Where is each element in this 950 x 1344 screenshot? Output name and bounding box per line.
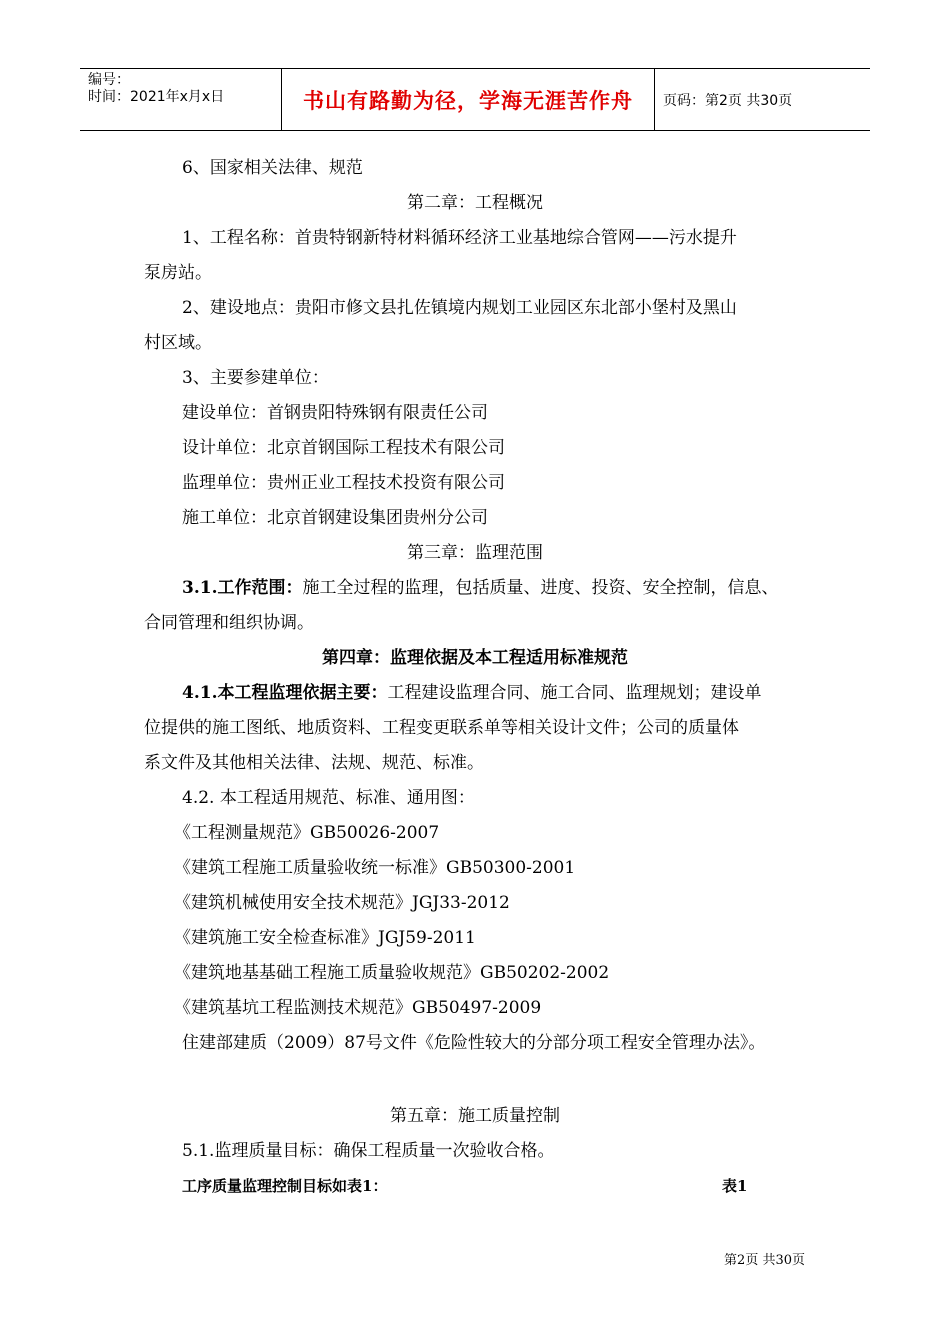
chapter-heading: 第四章：监理依据及本工程适用标准规范: [322, 648, 628, 668]
standard-item: 《建筑基坑工程监测技术规范》GB50497-2009: [174, 998, 542, 1018]
page-footer: 第2页 共30页: [724, 1253, 805, 1268]
body-line: 合同管理和组织协调。: [144, 613, 314, 633]
body-line: [182, 578, 779, 598]
header-meta: [80, 69, 282, 130]
document-time: 时间：2021年x月x日: [88, 89, 225, 105]
body-line: 位提供的施工图纸、地质资料、工程变更联系单等相关设计文件；公司的质量体: [144, 718, 739, 738]
participant-line: 施工单位：北京首钢建设集团贵州分公司: [182, 508, 488, 528]
chapter-heading: 第三章：监理范围: [407, 543, 543, 563]
standard-item: 《工程测量规范》GB50026-2007: [174, 823, 440, 843]
chapter-heading: 第二章：工程概况: [407, 193, 543, 213]
body-line: 4.2. 本工程适用规范、标准、通用图：: [182, 788, 475, 808]
header-page-info: 页码：第2页 共30页: [663, 92, 793, 109]
body-line: 5.1.监理质量目标：确保工程质量一次验收合格。: [182, 1141, 555, 1161]
body-line: 1、工程名称：首贵特钢新特材料循环经济工业基地综合管网——污水提升: [182, 228, 737, 248]
standard-item: 《建筑地基基础工程施工质量验收规范》GB50202-2002: [174, 963, 610, 983]
standard-item: 《建筑机械使用安全技术规范》JGJ33-2012: [174, 893, 510, 913]
body-line: 泵房站。: [144, 263, 212, 283]
standard-item: 住建部建质（2009）87号文件《危险性较大的分部分项工程安全管理办法》。: [182, 1033, 766, 1053]
clause-text: 工程建设监理合同、施工合同、监理规划；建设单: [387, 683, 762, 703]
document-number-label: 编号：: [88, 72, 130, 88]
body-line: 3、主要参建单位：: [182, 368, 329, 388]
body-line: 村区域。: [144, 333, 212, 353]
page-header: [80, 68, 870, 131]
chapter-heading: 第五章：施工质量控制: [390, 1106, 560, 1126]
header-motto: 书山有路勤为径，学海无涯苦作舟: [282, 69, 655, 130]
body-line: [182, 683, 762, 703]
clause-text: 施工全过程的监理，包括质量、进度、投资、安全控制，信息、: [302, 578, 779, 598]
body-line: 6、国家相关法律、规范: [182, 158, 363, 178]
participant-line: 监理单位：贵州正业工程技术投资有限公司: [182, 473, 505, 493]
table-number: 表1: [722, 1177, 748, 1195]
participant-line: 建设单位：首钢贵阳特殊钢有限责任公司: [182, 403, 488, 423]
body-line: 2、建设地点：贵阳市修文县扎佐镇境内规划工业园区东北部小堡村及黑山: [182, 298, 737, 318]
participant-line: 设计单位：北京首钢国际工程技术有限公司: [182, 438, 505, 458]
clause-number: 4.1.本工程监理依据主要：: [182, 683, 388, 703]
clause-number: 3.1.工作范围：: [182, 578, 303, 598]
standard-item: 《建筑施工安全检查标准》JGJ59-2011: [174, 928, 476, 948]
table-caption: 工序质量监理控制目标如表1：: [182, 1177, 388, 1195]
body-line: 系文件及其他相关法律、法规、规范、标准。: [144, 753, 484, 773]
standard-item: 《建筑工程施工质量验收统一标准》GB50300-2001: [174, 858, 576, 878]
